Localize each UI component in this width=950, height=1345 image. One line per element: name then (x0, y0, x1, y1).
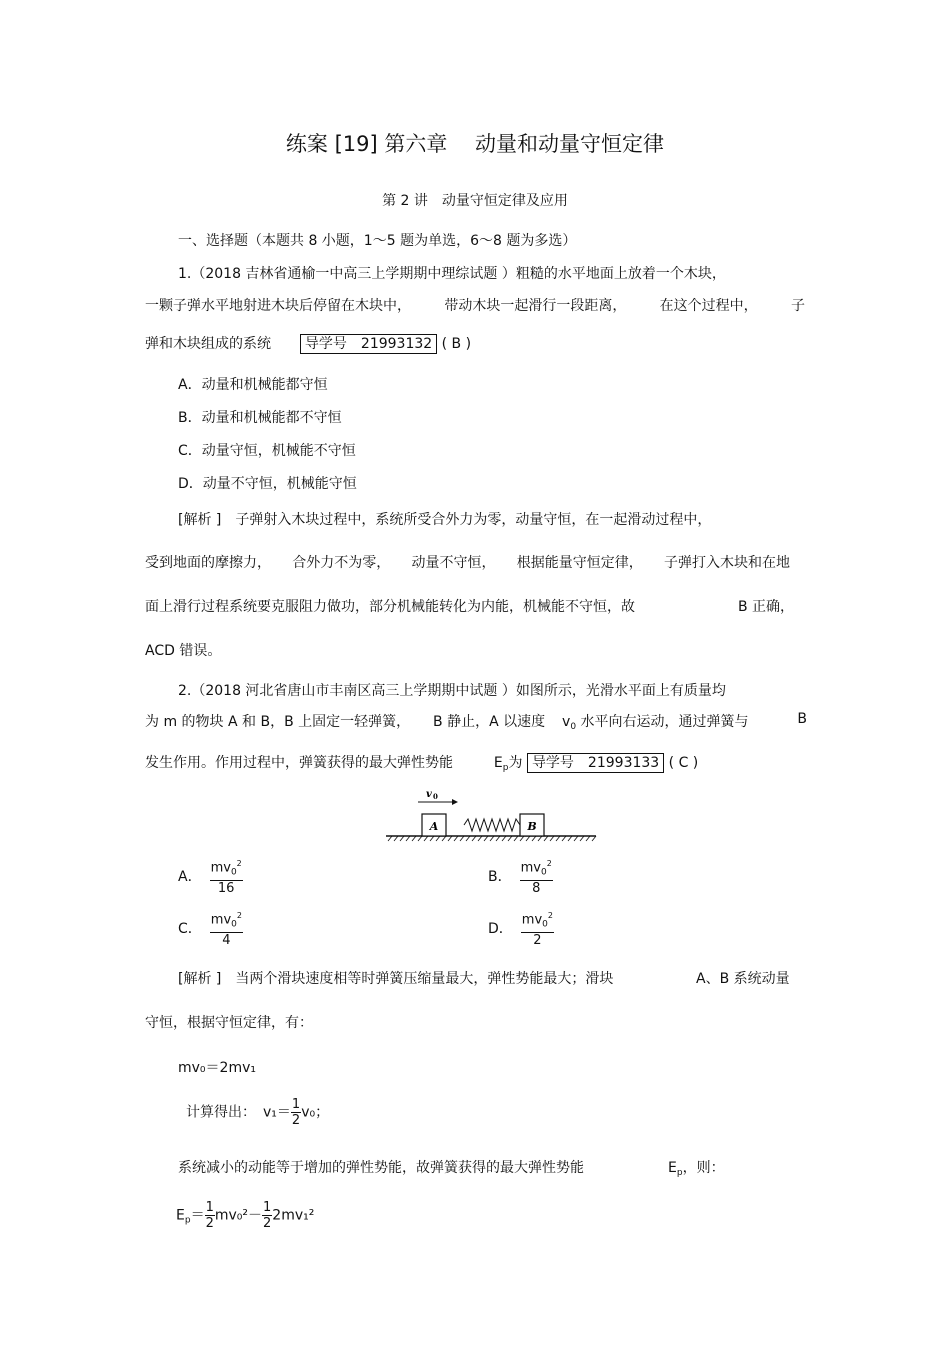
q2-analysis-line2: 守恒，根据守恒定律，有： (145, 1015, 313, 1031)
q2-option-a (178, 856, 243, 896)
q1-analysis-part: 动量不守恒， (411, 555, 496, 571)
velocity-label-sub: 0 (433, 792, 438, 801)
eq3-mid: mv₀²－ (214, 1207, 263, 1224)
q1-line2-part: 子 (790, 298, 805, 314)
spring (464, 819, 520, 831)
block-b-label: B (527, 820, 537, 833)
spring-blocks-figure (384, 784, 598, 844)
eq3-ep: E (176, 1207, 185, 1224)
q2-analysis-line3-left: 系统减小的动能等于增加的弹性势能，故弹簧获得的最大弹性势能 (178, 1160, 584, 1176)
q1-analysis-part: 子弹打入木块和在地 (664, 555, 790, 571)
page-title: 练案 [19] 第六章 动量和动量守恒定律 (285, 132, 665, 156)
frac-num-sup: 2 (546, 859, 552, 868)
frac-num-sub: 0 (231, 919, 237, 930)
velocity-arrowhead (452, 799, 458, 805)
q2-option-b (488, 856, 553, 896)
option-fraction (520, 856, 553, 896)
q1-analysis-part: 根据能量守恒定律， (516, 555, 643, 571)
q2-guide-number: 导学号 21993133 (527, 753, 664, 773)
q2-line3 (145, 752, 698, 773)
ep-symbol: E (668, 1160, 677, 1176)
q2-line2-c: 水平向右运动，通过弹簧与 (580, 714, 749, 730)
frac-num-sub: 0 (542, 919, 548, 930)
option-fraction (521, 908, 554, 948)
q1-option-a: A．动量和机械能都守恒 (178, 377, 328, 393)
q1-analysis-line3-left: 面上滑行过程系统要克服阻力做功，部分机械能转化为内能，机械能不守恒，故 (145, 599, 635, 615)
q2-option-c (178, 908, 243, 948)
q2-equation-3 (176, 1200, 314, 1231)
q1-option-c: C．动量守恒，机械能不守恒 (178, 443, 356, 459)
frac-num-sub: 0 (230, 867, 237, 878)
q1-line2 (145, 295, 805, 315)
q1-line3-text: 弹和木块组成的系统 (145, 336, 271, 352)
q2-answer: ( C ) (668, 755, 699, 771)
q2-equation-2 (186, 1097, 329, 1128)
frac-den: 2 (291, 1113, 301, 1128)
q1-analysis-line1: [解析 ] 子弹射入木块过程中，系统所受合外力为零，动量守恒，在一起滑动过程中， (178, 512, 712, 528)
frac-num: mv (210, 912, 232, 928)
eq2-suffix: v₀； (301, 1104, 330, 1121)
option-fraction (210, 856, 243, 896)
eq3-ep-sub: p (184, 1215, 191, 1226)
q1-analysis-part: 受到地面的摩擦力， (145, 555, 271, 571)
frac-num: 1 (205, 1200, 214, 1215)
q2-line1: 2.（2018 河北省唐山市丰南区高三上学期期中试题 ）如图所示，光滑水平面上有质量均 (178, 683, 726, 699)
frac-num-sup: 2 (236, 911, 242, 920)
velocity-label: v (426, 789, 432, 800)
block-a-label: A (429, 820, 439, 833)
option-label: D． (488, 921, 513, 938)
frac-num-sup: 2 (547, 911, 553, 920)
q2-line3-text: 发生作用。作用过程中，弹簧获得的最大弹性势能 (145, 755, 453, 771)
option-fraction (210, 908, 243, 948)
q2-line2 (145, 711, 807, 732)
q1-analysis-line2 (145, 552, 790, 572)
q2-analysis-line1-right: A、B 系统动量 (696, 971, 790, 987)
q2-line2-d: B (797, 711, 807, 727)
ep-sub: p (676, 1168, 683, 1178)
q1-analysis-line3-right: B 正确， (738, 599, 795, 615)
frac-num: mv (521, 912, 543, 928)
option-label: A． (178, 869, 202, 886)
frac-den: 8 (532, 881, 541, 897)
eq3-fraction-2 (262, 1200, 272, 1231)
option-label: B． (488, 869, 512, 886)
eq2-fraction (291, 1097, 301, 1128)
q2-line2-b: B 静止，A 以速度 (433, 714, 546, 730)
frac-num: mv (520, 860, 541, 876)
q2-line2-v-sub: 0 (570, 722, 577, 732)
eq3-tail: 2mv₁² (272, 1207, 315, 1224)
q1-analysis-line4: ACD 错误。 (145, 643, 222, 659)
q1-option-d: D．动量不守恒，机械能守恒 (178, 476, 357, 492)
q1-line2-part: 带动木块一起滑行一段距离， (444, 298, 627, 314)
q1-line2-part: 在这个过程中， (659, 298, 758, 314)
q1-line1: 1.（2018 吉林省通榆一中高三上学期期中理综试题 ）粗糙的水平地面上放着一个木块， (178, 266, 726, 282)
frac-num: 1 (263, 1200, 272, 1215)
q2-option-d (488, 908, 554, 948)
q1-line2-part: 一颗子弹水平地射进木块后停留在木块中， (145, 298, 411, 314)
q2-line2-a: 为 m 的物块 A 和 B，B 上固定一轻弹簧， (145, 714, 411, 730)
q2-equation-1: mv₀＝2mv₁ (178, 1060, 256, 1076)
q1-guide-number: 导学号 21993132 (300, 334, 437, 354)
q1-line3 (145, 333, 471, 354)
frac-den: 4 (222, 933, 231, 949)
eq3-eq: ＝ (190, 1207, 205, 1224)
page-subtitle: 第 2 讲 动量守恒定律及应用 (382, 193, 568, 209)
q2-analysis-line1-left: [解析 ] 当两个滑块速度相等时弹簧压缩量最大，弹性势能最大；滑块 (178, 971, 614, 987)
frac-den: 2 (533, 933, 542, 949)
q2-analysis-line3-right (668, 1157, 725, 1178)
q1-answer: ( B ) (441, 336, 472, 352)
frac-den: 2 (205, 1216, 214, 1231)
q2-line3-ep: E (493, 755, 503, 771)
eq2-prefix: 计算得出： v₁＝ (186, 1104, 291, 1121)
frac-num-sub: 0 (540, 867, 547, 878)
q1-analysis-part: 合外力不为零， (292, 555, 391, 571)
frac-num: 1 (291, 1097, 301, 1112)
frac-num-sup: 2 (236, 859, 242, 868)
frac-den: 16 (217, 881, 235, 897)
q2-line3-ep-sub: p (502, 763, 509, 773)
ep-tail: ，则： (682, 1160, 725, 1176)
q2-line2-v: v (562, 714, 571, 730)
frac-num: mv (210, 860, 231, 876)
eq3-fraction-1 (205, 1200, 215, 1231)
option-label: C． (178, 921, 202, 938)
frac-den: 2 (263, 1216, 272, 1231)
q2-line3-wei: 为 (508, 755, 523, 771)
section-heading: 一、选择题（本题共 8 小题，1～5 题为单选，6～8 题为多选） (178, 233, 577, 249)
q1-option-b: B．动量和机械能都不守恒 (178, 410, 342, 426)
